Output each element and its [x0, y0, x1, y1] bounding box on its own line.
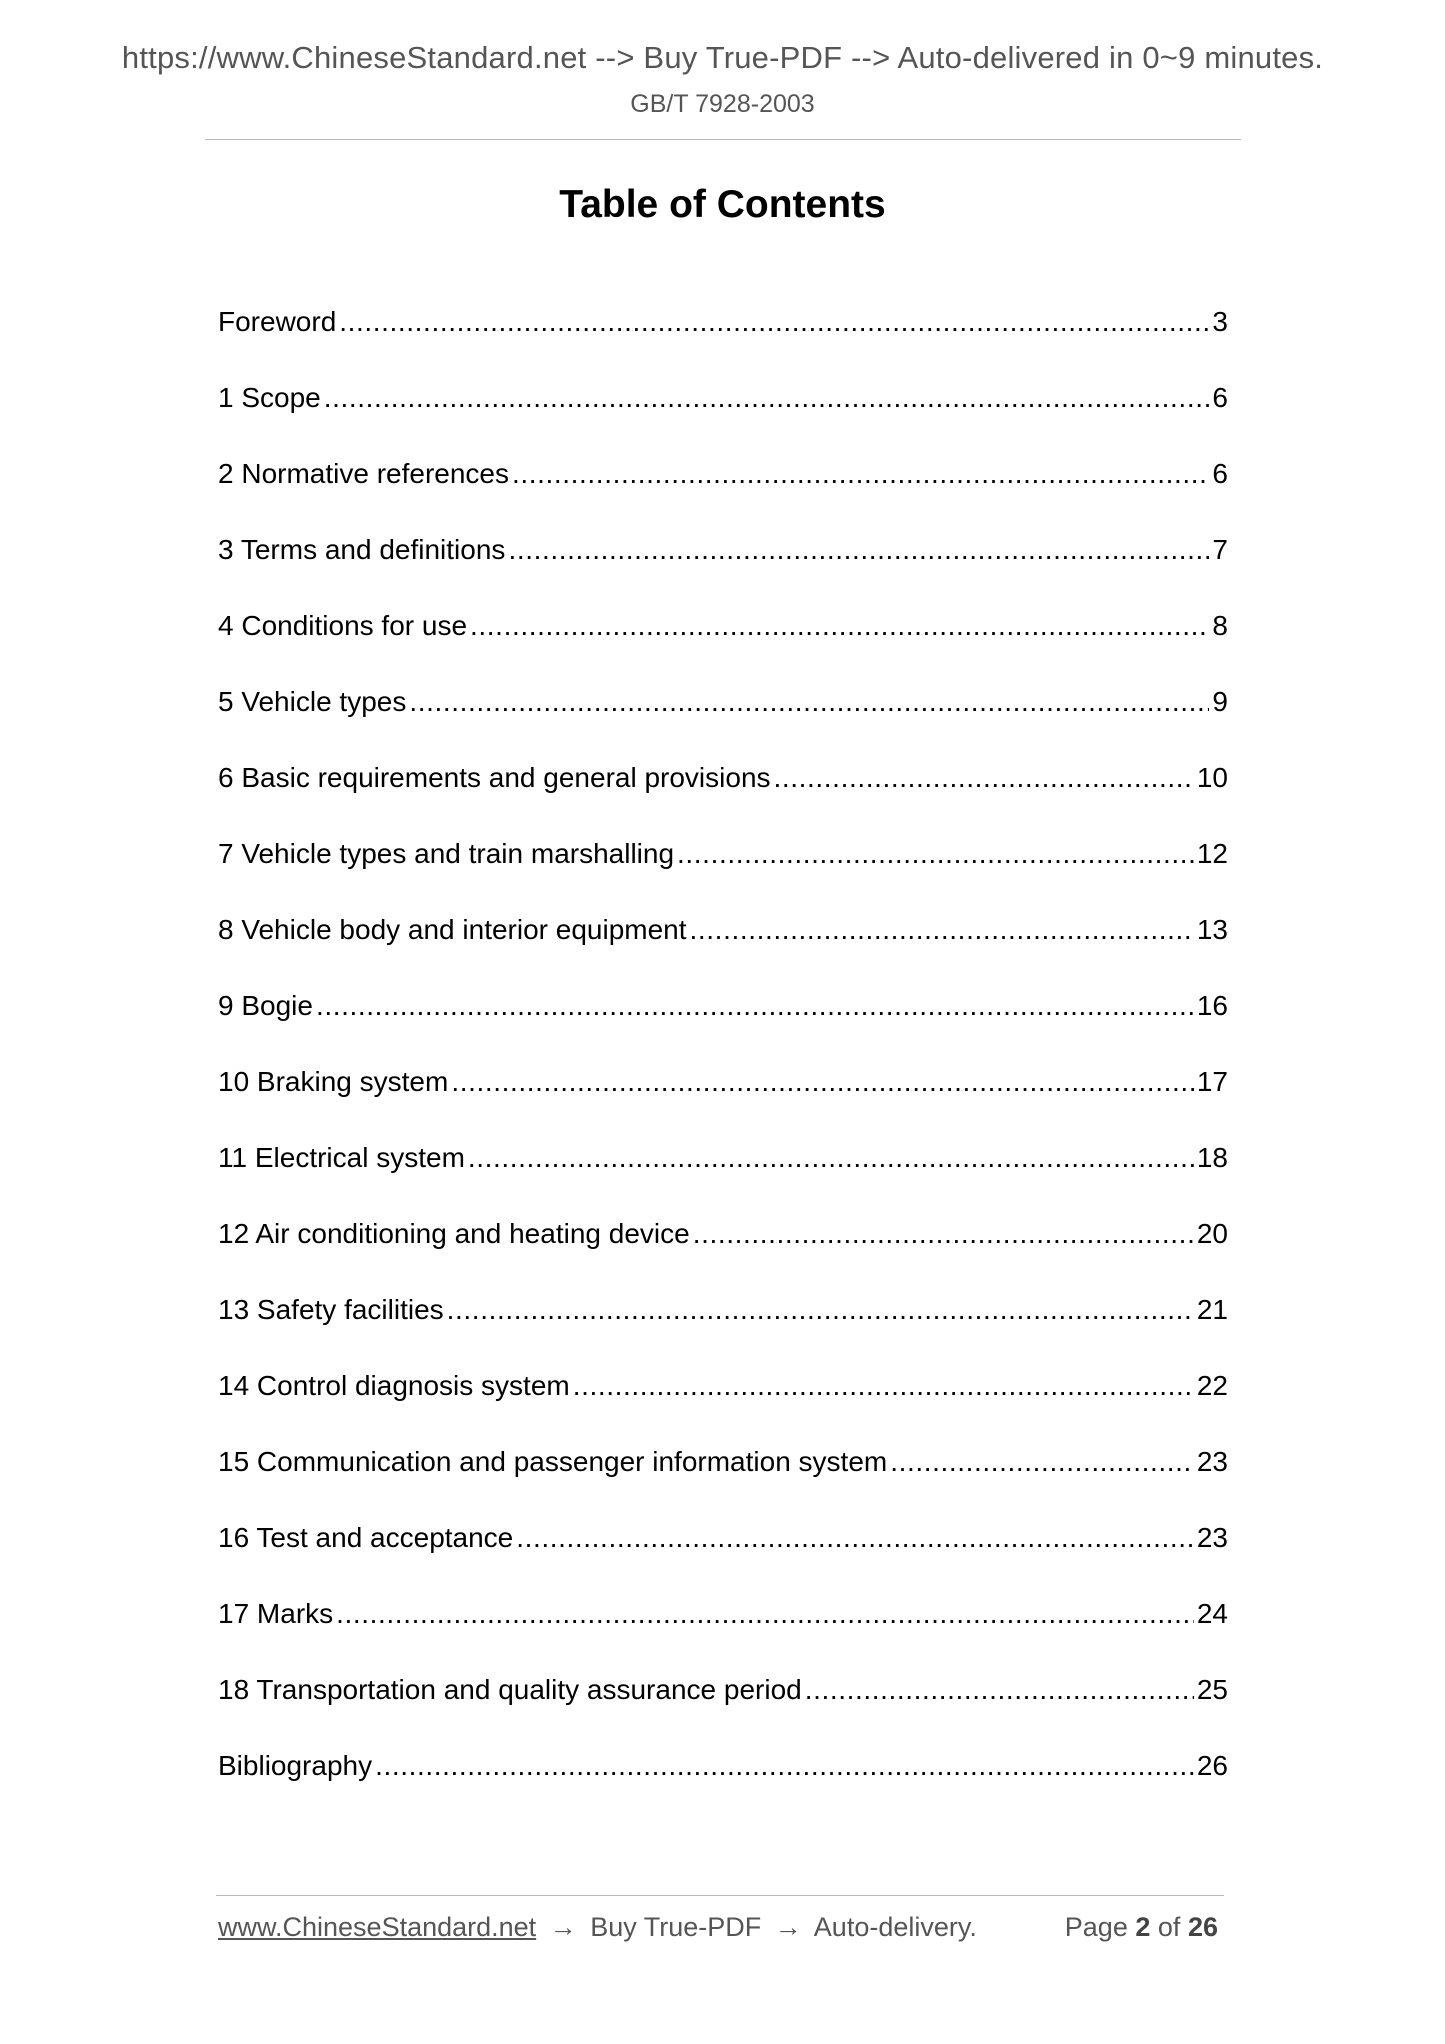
toc-dot-leader — [890, 1440, 1194, 1484]
toc-entry-label: 3 Terms and definitions — [218, 534, 506, 565]
toc-dot-leader — [508, 528, 1209, 572]
toc-entry-label: 17 Marks — [218, 1598, 334, 1629]
toc-entry[interactable] — [218, 1440, 1228, 1516]
toc-dot-leader — [409, 680, 1209, 724]
toc-entry[interactable] — [218, 1668, 1228, 1744]
toc-entry-label: 5 Vehicle types — [218, 686, 407, 717]
toc-entry[interactable] — [218, 528, 1228, 604]
toc-entry-label: Bibliography — [218, 1750, 373, 1781]
toc-entry-page: 13 — [1196, 914, 1228, 945]
toc-dot-leader — [805, 1668, 1194, 1712]
toc-entry-page: 8 — [1212, 610, 1228, 641]
toc-dot-leader — [677, 832, 1194, 876]
toc-entry-page: 22 — [1196, 1370, 1228, 1401]
toc-entry[interactable] — [218, 1364, 1228, 1440]
toc-entry-page: 21 — [1196, 1294, 1228, 1325]
toc-entry-label: 10 Braking system — [218, 1066, 449, 1097]
toc-entry[interactable] — [218, 1288, 1228, 1364]
footer-site-link[interactable]: www.ChineseStandard.net — [218, 1912, 537, 1942]
toc-entry-label: 4 Conditions for use — [218, 610, 468, 641]
toc-entry-label: 2 Normative references — [218, 458, 510, 489]
toc-dot-leader — [693, 1212, 1194, 1256]
toc-entry-label: 18 Transportation and quality assurance period — [218, 1674, 802, 1705]
toc-dot-leader — [324, 376, 1210, 420]
toc-dot-leader — [774, 756, 1194, 800]
toc-entry-page: 9 — [1212, 686, 1228, 717]
page-word: Page — [1064, 1912, 1128, 1942]
toc-entry-page: 12 — [1196, 838, 1228, 869]
toc-dot-leader — [468, 1136, 1194, 1180]
toc-entry-page: 3 — [1212, 306, 1228, 337]
toc-entry-page: 20 — [1196, 1218, 1228, 1249]
toc-dot-leader — [339, 300, 1209, 344]
toc-entry[interactable] — [218, 452, 1228, 528]
toc-entry-label: Foreword — [218, 306, 337, 337]
of-word: of — [1157, 1912, 1181, 1942]
header-divider — [205, 139, 1241, 140]
toc-entry-page: 23 — [1196, 1522, 1228, 1553]
toc-entry[interactable] — [218, 1060, 1228, 1136]
toc-entry-page: 24 — [1196, 1598, 1228, 1629]
toc-dot-leader — [573, 1364, 1194, 1408]
toc-entry-label: 6 Basic requirements and general provisions — [218, 762, 771, 793]
total-pages-number: 26 — [1187, 1912, 1218, 1942]
page-title: Table of Contents — [559, 183, 886, 226]
toc-entry-page: 26 — [1196, 1750, 1228, 1781]
toc-entry-label: 7 Vehicle types and train marshalling — [218, 838, 675, 869]
toc-entry-label: 13 Safety facilities — [218, 1294, 444, 1325]
footer-buy-text: Buy True-PDF — [590, 1912, 762, 1942]
toc-entry[interactable] — [218, 1516, 1228, 1592]
footer-promo — [218, 1912, 977, 1943]
toc-dot-leader — [316, 984, 1194, 1028]
toc-entry-page: 25 — [1196, 1674, 1228, 1705]
toc-dot-leader — [470, 604, 1209, 648]
toc-entry[interactable] — [218, 1744, 1228, 1820]
toc-entry-label: 12 Air conditioning and heating device — [218, 1218, 690, 1249]
toc-entry-label: 15 Communication and passenger information system — [218, 1446, 888, 1477]
toc-dot-leader — [447, 1288, 1194, 1332]
toc-dot-leader — [451, 1060, 1194, 1104]
toc-entry-page: 6 — [1212, 458, 1228, 489]
toc-entry[interactable] — [218, 680, 1228, 756]
toc-entry-label: 1 Scope — [218, 382, 321, 413]
toc-entry-page: 23 — [1196, 1446, 1228, 1477]
toc-entry-page: 7 — [1212, 534, 1228, 565]
toc-entry-page: 6 — [1212, 382, 1228, 413]
toc-entry[interactable] — [218, 984, 1228, 1060]
toc-entry-page: 17 — [1196, 1066, 1228, 1097]
footer-delivery-text: Auto-delivery. — [813, 1912, 977, 1942]
toc-entry[interactable] — [218, 908, 1228, 984]
toc-entry-label: 8 Vehicle body and interior equipment — [218, 914, 687, 945]
toc-entry-page: 18 — [1196, 1142, 1228, 1173]
right-arrow-icon: → — [549, 1912, 577, 1942]
right-arrow-icon: → — [774, 1912, 802, 1942]
toc-entry[interactable] — [218, 376, 1228, 452]
toc-dot-leader — [375, 1744, 1194, 1788]
toc-entry-label: 9 Bogie — [218, 990, 313, 1021]
toc-dot-leader — [690, 908, 1194, 952]
footer-divider — [216, 1895, 1224, 1896]
toc-entry-page: 10 — [1196, 762, 1228, 793]
toc-entry[interactable] — [218, 832, 1228, 908]
toc-entry[interactable] — [218, 756, 1228, 832]
toc-entry[interactable] — [218, 1592, 1228, 1668]
toc-dot-leader — [512, 452, 1209, 496]
toc-entry[interactable] — [218, 1212, 1228, 1288]
toc-entry[interactable] — [218, 1136, 1228, 1212]
toc-entry-label: 14 Control diagnosis system — [218, 1370, 570, 1401]
table-of-contents — [218, 300, 1228, 1820]
toc-entry[interactable] — [218, 300, 1228, 376]
header-banner: https://www.ChineseStandard.net --> Buy True-PDF --> Auto-delivered in 0~9 minutes. — [121, 40, 1324, 75]
page-number — [1065, 1912, 1218, 1943]
toc-entry-label: 16 Test and acceptance — [218, 1522, 514, 1553]
toc-dot-leader — [516, 1516, 1194, 1560]
toc-entry-label: 11 Electrical system — [218, 1142, 465, 1173]
toc-entry[interactable] — [218, 604, 1228, 680]
current-page-number: 2 — [1135, 1912, 1151, 1942]
toc-dot-leader — [336, 1592, 1194, 1636]
standard-code: GB/T 7928-2003 — [630, 90, 815, 118]
toc-entry-page: 16 — [1196, 990, 1228, 1021]
